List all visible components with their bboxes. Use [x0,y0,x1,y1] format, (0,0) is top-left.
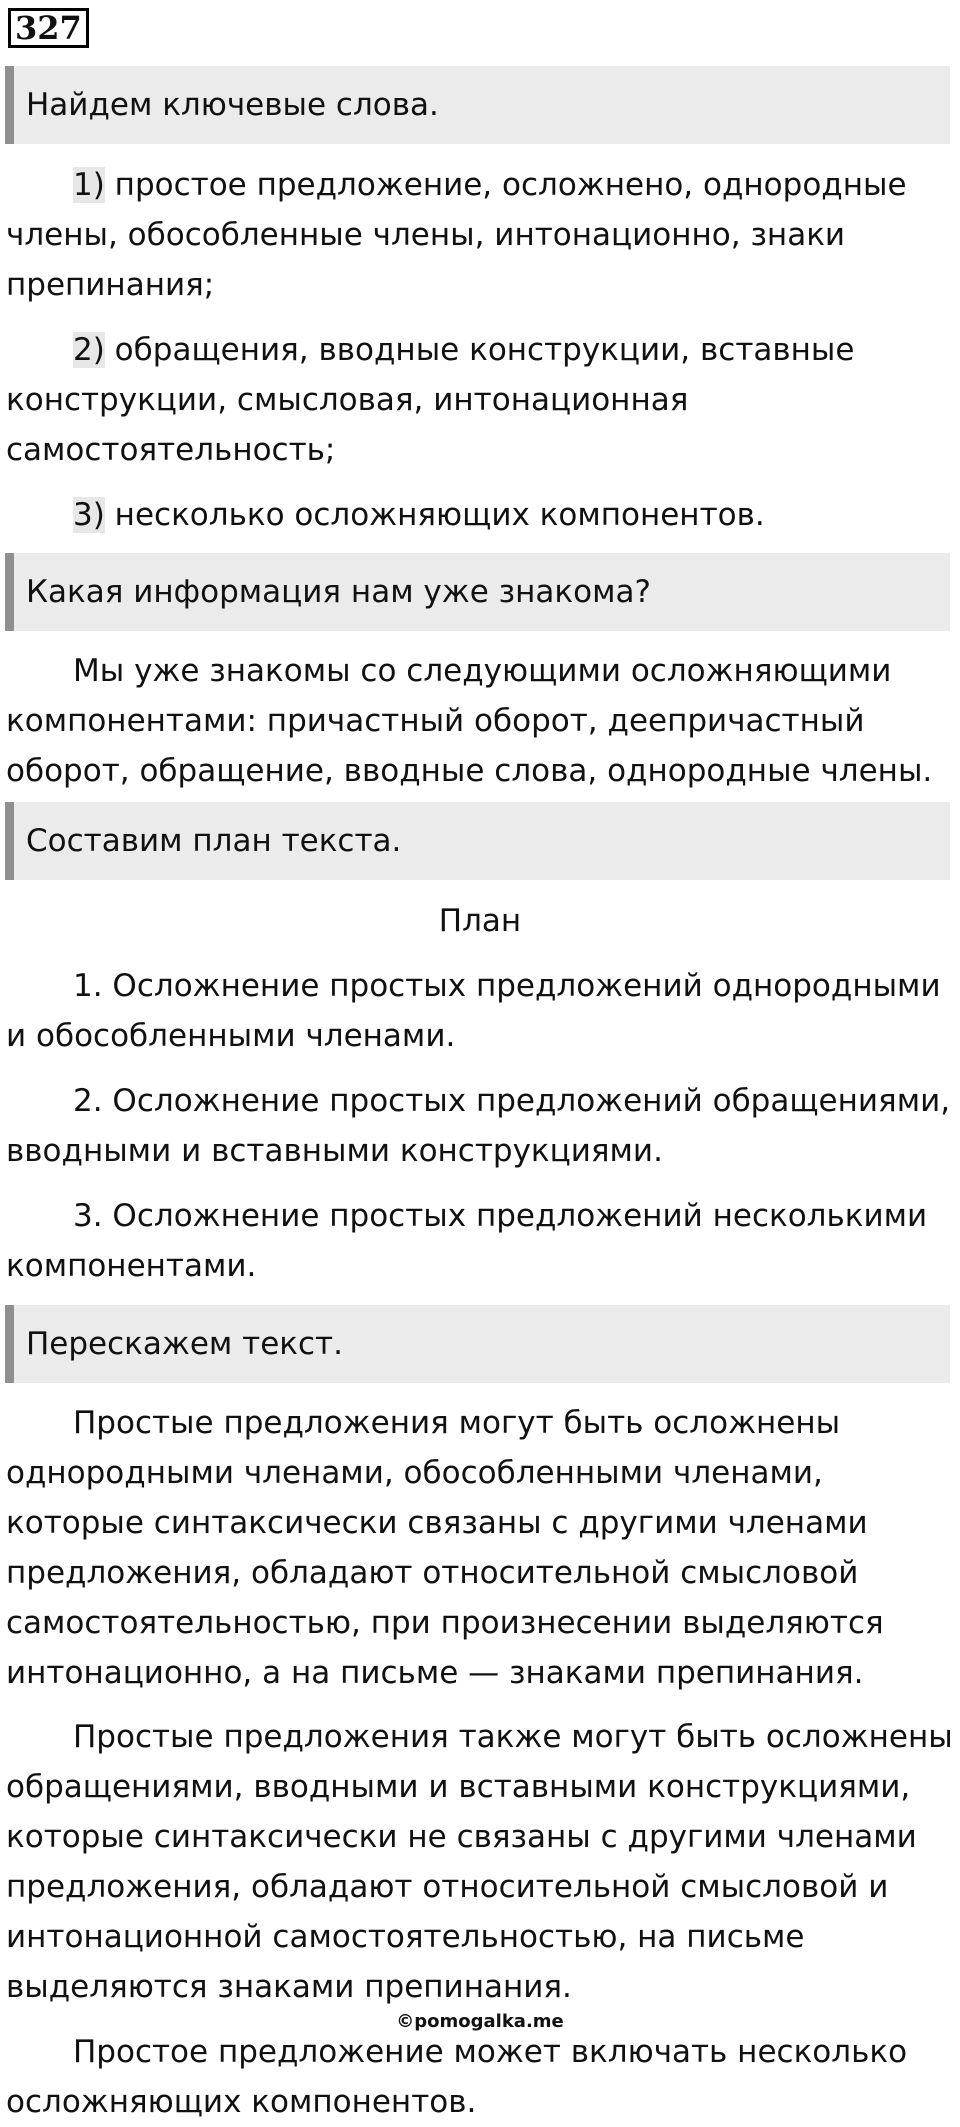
section-header-plan: Составим план текста. [5,802,950,880]
watermark: ©pomogalka.me [396,2011,564,2032]
keyword-number: 1) [73,167,105,203]
plan-item-2: 2. Осложнение простых предложений обращениями, вводными и вставными конструкциями. [6,1083,951,1169]
keyword-item-1 [6,160,954,310]
keyword-item-3 [6,490,954,540]
keyword-text: обращения, вводные конструкции, вставные конструкции, смысловая, интонационная самостоятельность; [6,332,855,468]
task-number: 327 [8,8,89,48]
section-header-known: Какая информация нам уже знакома? [5,553,950,631]
keyword-item-2 [6,325,954,475]
retell-paragraph-3: Простое предложение может включать несколько осложняющих компонентов. [6,2034,908,2120]
plan-item-3: 3. Осложнение простых предложений несколькими компонентами. [6,1198,928,1284]
plan-title: План [438,903,522,939]
plan-item-1: 1. Осложнение простых предложений однородными и обособленными членами. [6,968,941,1054]
section-header-retell: Перескажем текст. [5,1305,950,1383]
retell-paragraph-1: Простые предложения могут быть осложнены однородными членами, обособленными членами, которые синтаксически связаны с другими членами предложения, обладают относительной смысловой самостоятельностью, при произнесении выделяются интонационно, а на письме — знаками препинания. [6,1405,884,1691]
retell-paragraph-2: Простые предложения также могут быть осложнены обращениями, вводными и вставными конструкциями, которые синтаксически не связаны с другими членами предложения, обладают относительной смысловой и интонационной самостоятельностью, на письме выделяются знаками препинания. [6,1719,953,2005]
keyword-text: простое предложение, осложнено, однородные члены, обособленные члены, интонационно, знаки препинания; [6,167,907,303]
section-header-keywords: Найдем ключевые слова. [5,66,950,144]
keyword-number: 3) [73,497,105,533]
keyword-number: 2) [73,332,105,368]
known-text: Мы уже знакомы со следующими осложняющими компонентами: причастный оборот, деепричастный оборот, обращение, вводные слова, однородные члены. [6,653,933,789]
keyword-text: несколько осложняющих компонентов. [104,497,765,533]
